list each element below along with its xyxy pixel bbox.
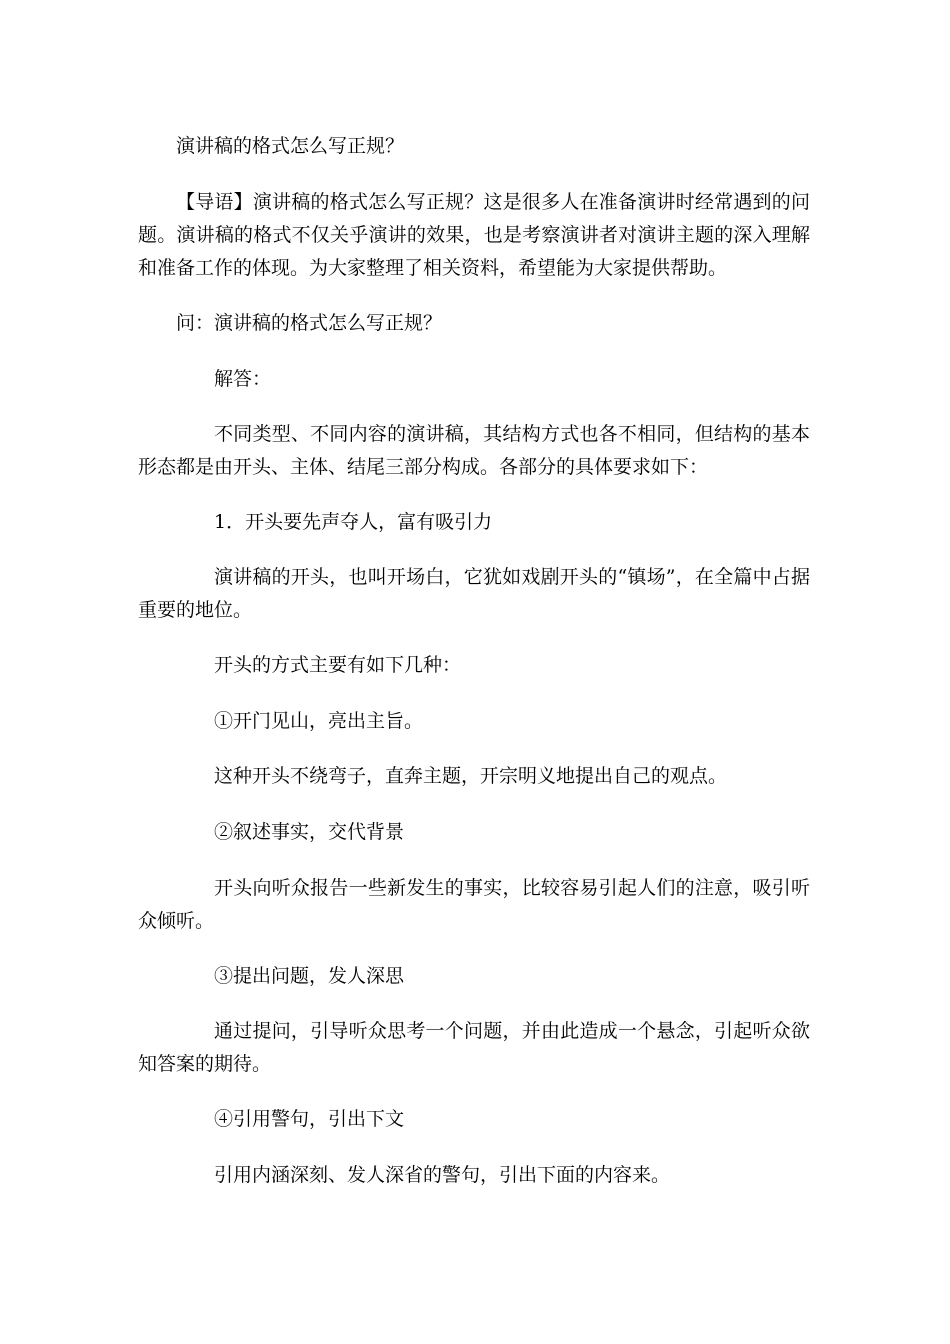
method-1-title: ①开门见山，亮出主旨。: [214, 710, 424, 732]
document-title: 演讲稿的格式怎么写正规？: [176, 135, 405, 157]
question-paragraph: 问：演讲稿的格式怎么写正规？: [176, 312, 443, 334]
method-4-title: ④引用警句，引出下文: [214, 1108, 405, 1130]
method-2-description: 开头向听众报告一些新发生的事实，比较容易引起人们的注意，吸引听众倾听。: [138, 877, 810, 932]
opening-methods-intro: 开头的方式主要有如下几种：: [214, 654, 462, 676]
structure-paragraph: 不同类型、不同内容的演讲稿，其结构方式也各不相同，但结构的基本形态都是由开头、主体、结尾三部分构成。各部分的具体要求如下：: [138, 423, 810, 478]
method-3-description: 通过提问，引导听众思考一个问题，并由此造成一个悬念，引起听众欲知答案的期待。: [138, 1020, 810, 1075]
intro-paragraph: 【导语】演讲稿的格式怎么写正规？这是很多人在准备演讲时经常遇到的问题。演讲稿的格式不仅关乎演讲的效果，也是考察演讲者对演讲主题的深入理解和准备工作的体现。为大家整理了相关资料，希望能为大家提供帮助。: [138, 191, 810, 279]
method-4-description: 引用内涵深刻、发人深省的警句，引出下面的内容来。: [214, 1164, 671, 1186]
method-1-description: 这种开头不绕弯子，直奔主题，开宗明义地提出自己的观点。: [214, 765, 728, 787]
section-heading-opening: 1．开头要先声夺人，富有吸引力: [214, 511, 493, 533]
opening-paragraph: 演讲稿的开头，也叫开场白，它犹如戏剧开头的“镇场”，在全篇中占据重要的地位。: [138, 566, 810, 621]
method-3-title: ③提出问题，发人深思: [214, 965, 405, 987]
method-2-title: ②叙述事实，交代背景: [214, 821, 405, 843]
answer-label: 解答：: [214, 368, 272, 390]
